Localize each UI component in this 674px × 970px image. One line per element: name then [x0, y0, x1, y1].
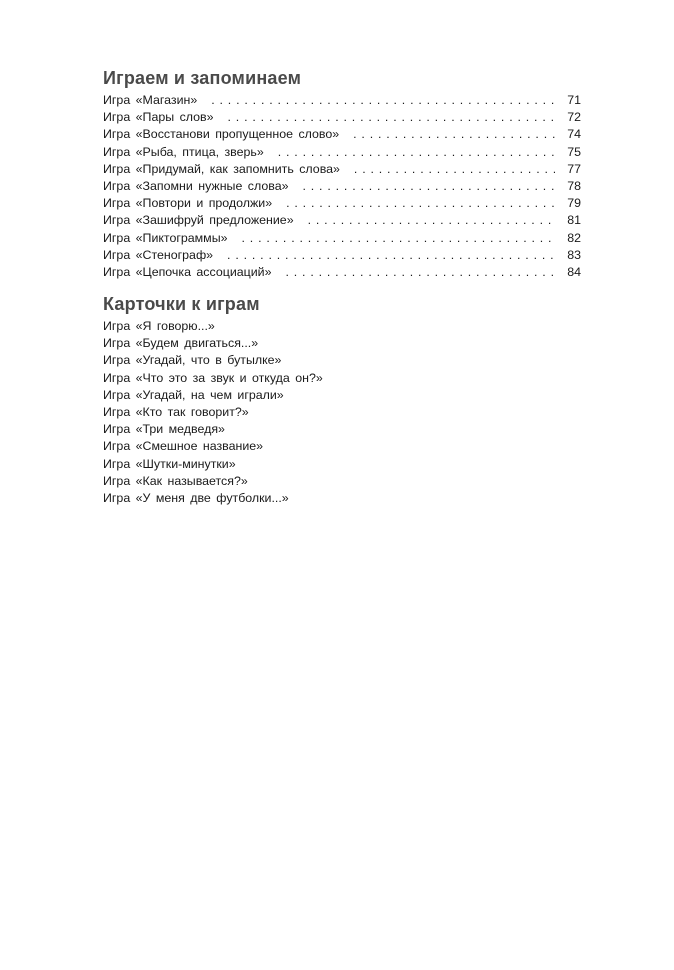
list-item: Игра «Будем двигаться...»	[103, 336, 259, 351]
toc-entry-title: Игра «Пиктограммы»	[103, 230, 228, 245]
list-item: Игра «У меня две футболки...»	[103, 490, 289, 505]
list-item: Игра «Я говорю...»	[103, 319, 215, 334]
dot-leader	[354, 161, 555, 178]
toc-entry	[103, 212, 581, 229]
table-of-contents	[103, 64, 581, 507]
list-item: Игра «Угадай, на чем играли»	[103, 387, 284, 402]
dot-leader	[227, 247, 555, 264]
toc-entry-title: Игра «Повтори и продолжи»	[103, 196, 273, 211]
list-item: Игра «Смешное название»	[103, 439, 264, 454]
toc-page-number: 82	[567, 230, 581, 245]
toc-entry-title: Игра «Зашифруй предложение»	[103, 213, 294, 228]
toc-entry-title: Игра «Восстанови пропущенное слово»	[103, 127, 340, 142]
dot-leader	[308, 212, 555, 229]
list-item: Игра «Угадай, что в бутылке»	[103, 353, 282, 368]
toc-entry	[103, 230, 581, 247]
toc-page-number: 74	[567, 127, 581, 142]
toc-page-number: 79	[567, 196, 581, 211]
section-title: Играем и запоминаем	[103, 68, 302, 88]
dot-leader	[302, 178, 555, 195]
toc-entry-title: Игра «Рыба, птица, зверь»	[103, 144, 264, 159]
toc-page-number: 81	[567, 213, 581, 228]
toc-entry-title: Игра «Пары слов»	[103, 110, 214, 125]
toc-entry-title: Игра «Запомни нужные слова»	[103, 178, 289, 193]
toc-entry	[103, 161, 581, 178]
toc-page-number: 71	[567, 93, 581, 107]
toc-entry-title: Игра «Цепочка ассоциаций»	[103, 264, 272, 279]
dot-leader	[228, 109, 555, 126]
toc-page-number: 77	[567, 161, 581, 176]
toc-page-number: 78	[567, 178, 581, 193]
toc-list	[103, 92, 581, 281]
toc-page-number: 72	[567, 110, 581, 125]
dot-leader	[353, 126, 555, 143]
toc-entry-title: Игра «Магазин»	[103, 93, 198, 107]
dot-leader	[242, 230, 556, 247]
toc-entry	[103, 247, 581, 264]
toc-entry	[103, 178, 581, 195]
toc-entry	[103, 126, 581, 143]
dot-leader	[211, 92, 555, 109]
dot-leader	[278, 144, 555, 161]
toc-page-number: 84	[567, 264, 581, 279]
toc-entry	[103, 195, 581, 212]
toc-entry	[103, 109, 581, 126]
section-title: Карточки к играм	[103, 294, 260, 315]
cards-list	[103, 318, 581, 507]
dot-leader	[285, 264, 555, 281]
list-item: Игра «Как называется?»	[103, 473, 248, 488]
toc-page-number: 75	[567, 144, 581, 159]
list-item: Игра «Кто так говорит?»	[103, 405, 249, 419]
toc-entry-title: Игра «Придумай, как запомнить слова»	[103, 161, 340, 176]
toc-page-number: 83	[567, 247, 581, 262]
toc-entry	[103, 92, 581, 109]
list-item: Игра «Шутки-минутки»	[103, 456, 236, 471]
list-item: Игра «Что это за звук и откуда он?»	[103, 370, 323, 385]
toc-entry	[103, 264, 581, 281]
list-item: Игра «Три медведя»	[103, 422, 225, 437]
dot-leader	[286, 195, 555, 212]
toc-entry	[103, 144, 581, 161]
toc-entry-title: Игра «Стенограф»	[103, 247, 214, 262]
